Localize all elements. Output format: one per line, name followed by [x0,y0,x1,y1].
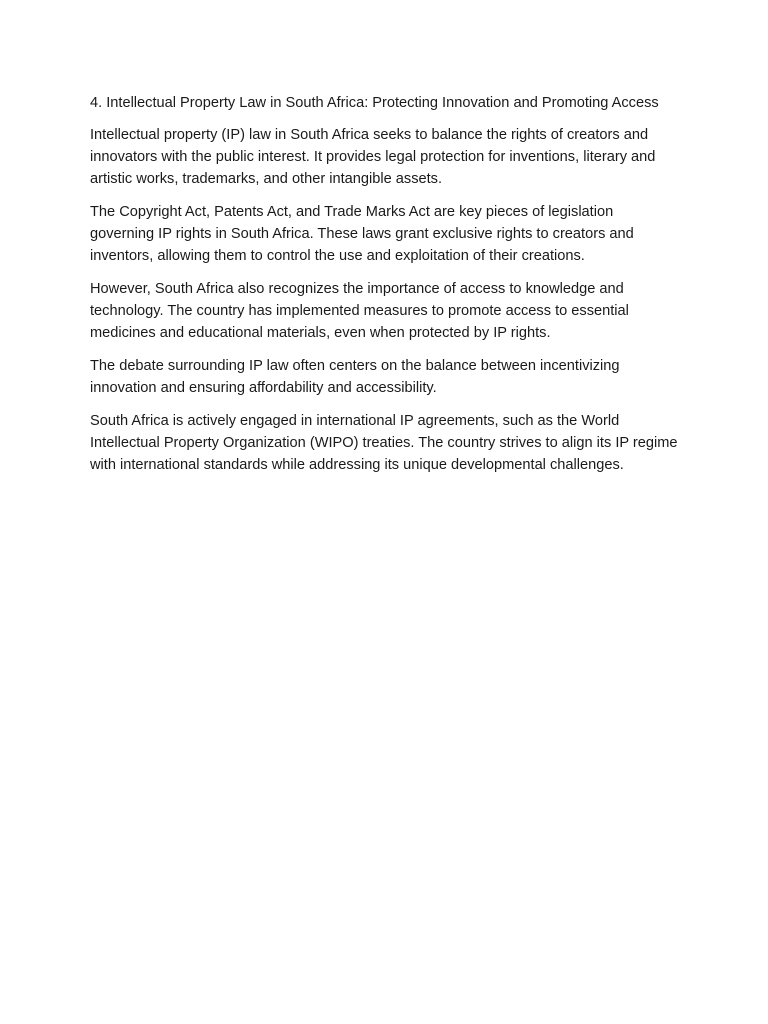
paragraph-legislation: The Copyright Act, Patents Act, and Trade Marks Act are key pieces of legislation governing IP rights in South Africa. These laws grant exclusive rights to creators and inventors, allowing them to control the use and exploitation of their creations. [90,204,634,264]
paragraph-debate: The debate surrounding IP law often centers on the balance between incentivizing innovation and ensuring affordability and accessibility. [90,358,620,396]
paragraph-intro: Intellectual property (IP) law in South Africa seeks to balance the rights of creators and innovators with the public interest. It provides legal protection for inventions, literary and artistic works, trademarks, and other intangible assets. [90,127,656,187]
paragraph-access: However, South Africa also recognizes the importance of access to knowledge and technology. The country has implemented measures to promote access to essential medicines and educational materials, even when protected by IP rights. [90,281,629,341]
paragraph-international: South Africa is actively engaged in international IP agreements, such as the World Intellectual Property Organization (WIPO) treaties. The country strives to align its IP regime with international standards while addressing its unique developmental challenges. [90,413,678,473]
section-heading: 4. Intellectual Property Law in South Africa: Protecting Innovation and Promoting Access [90,95,659,111]
document-body [90,92,680,487]
